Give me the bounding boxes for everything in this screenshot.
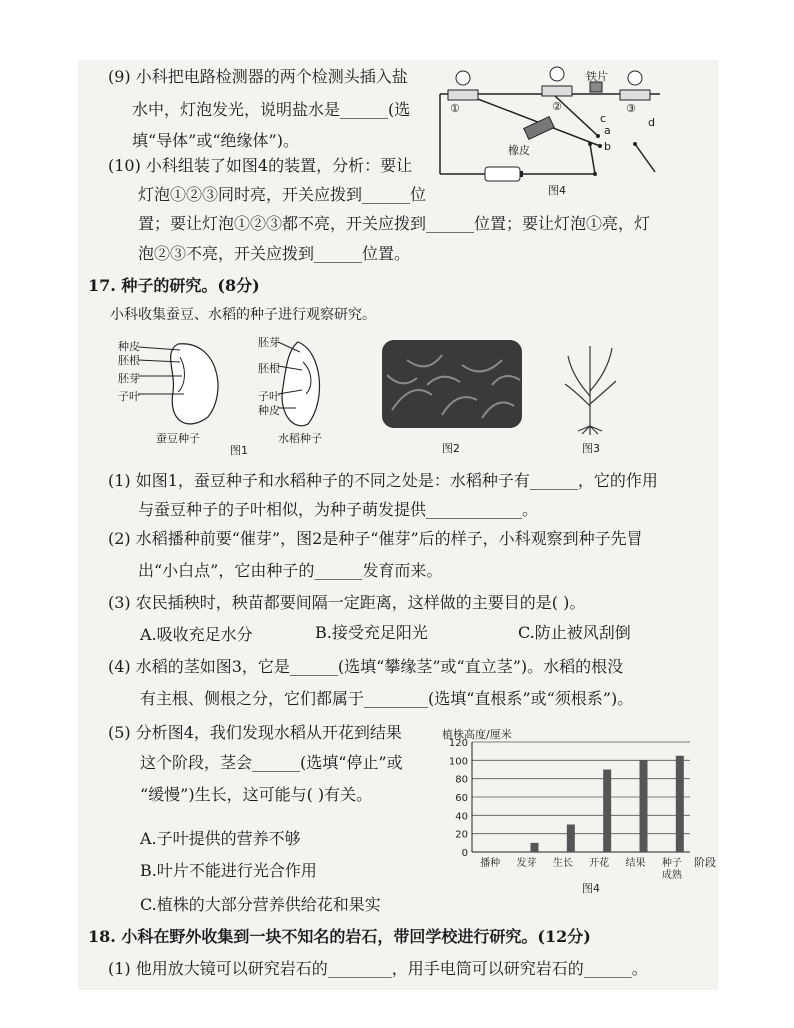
q17-intro: 小科收集蚕豆、水稻的种子进行观察研究。 [110, 307, 376, 323]
q16-p10-line4: 泡②③不亮，开关应拨到______位置。 [138, 244, 411, 263]
y-tick-label-2: 40 [455, 811, 468, 823]
bar-生长 [567, 825, 575, 853]
q18-p1: (1) 他用放大镜可以研究岩石的________，用手电筒可以研究岩石的______。 [108, 959, 648, 978]
q17-p5-option-a: A.子叶提供的营养不够 [140, 829, 301, 848]
seed-figure [118, 332, 348, 457]
q16-p9-line3: 填“导体”或“绝缘体”)。 [132, 131, 299, 150]
switch-a-label: a [604, 124, 611, 137]
bulb-1-label: ① [450, 102, 460, 115]
chart-caption: 图4 [582, 882, 600, 895]
bean-label-cotyledon: 子叶 [118, 390, 140, 403]
y-tick-label-3: 60 [455, 793, 468, 804]
q16-p10-line1: (10) 小科组装了如图4的装置，分析：要让 [108, 156, 413, 175]
q17-p1-line1: (1) 如图1，蚕豆种子和水稻种子的不同之处是：水稻种子有______，它的作用 [108, 471, 658, 490]
bar-发芽 [531, 843, 539, 852]
q17-p4-line2: 有主根、侧根之分，它们都属于________(选填“直根系”或“须根系”)。 [140, 689, 634, 708]
bean-label-plumule: 胚芽 [118, 372, 140, 385]
q16-p10-line3: 置；要让灯泡①②③都不亮，开关应拨到______位置；要让灯泡①亮，灯 [138, 214, 651, 233]
sprouts-texture [382, 340, 522, 428]
bulb-3-label: ③ [626, 102, 636, 115]
chart-title: 植株高度/厘米 [442, 728, 512, 741]
q17-p3-line1: (3) 农民插秧时，秧苗都要间隔一定距离，这样做的主要目的是( )。 [108, 593, 586, 612]
x-tick-label-2: 生长 [552, 858, 573, 869]
x-tick-label-3: 开花 [589, 858, 610, 869]
switch-d-label: d [648, 116, 655, 129]
switch-b-label: b [604, 140, 611, 153]
q17-p3-option-b: B.接受充足阳光 [315, 623, 428, 642]
x-tick-label-1: 发芽 [516, 858, 537, 869]
x-axis-label: 阶段 [694, 856, 716, 869]
x-tick-label-5: 种子 [661, 858, 682, 869]
bar-开花 [603, 770, 611, 853]
q17-p3-option-a: A.吸收充足水分 [140, 625, 253, 644]
q17-p5-line2: 这个阶段，茎会______(选填“停止”或 [140, 753, 403, 772]
y-tick-label-6: 120 [448, 738, 468, 749]
q16-p9-line2: 水中，灯泡发光，说明盐水是______(选 [132, 100, 411, 119]
rice-label-plumule: 胚芽 [258, 336, 280, 349]
germinated-seeds-photo [382, 340, 522, 428]
bar-chart-svg [440, 728, 720, 896]
rubber-block [524, 117, 554, 140]
bean-caption: 蚕豆种子 [156, 432, 200, 445]
q17-p5-option-c: C.植株的大部分营养供给花和果实 [140, 895, 381, 914]
fig2-caption: 图2 [442, 442, 460, 455]
q17-title: 17. 种子的研究。(8分) [88, 276, 260, 295]
q17-p5-line1: (5) 分析图4，我们发现水稻从开花到结果 [108, 723, 402, 742]
y-tick-label-5: 100 [448, 756, 468, 768]
q18-title: 18. 小科在野外收集到一块不知名的岩石，带回学校进行研究。(12分) [88, 927, 591, 946]
y-tick-label-4: 80 [455, 774, 468, 786]
fig3-caption: 图3 [582, 442, 600, 455]
bar-结果 [640, 760, 648, 852]
q17-p2-line2: 出“小白点”，它由种子的______发育而来。 [138, 561, 443, 580]
circuit-diagram [430, 64, 680, 196]
x-tick-label-4: 结果 [625, 858, 646, 869]
q17-p2-line1: (2) 水稻播种前要“催芽”，图2是种子“催芽”后的样子，小科观察到种子先冒 [108, 529, 643, 548]
q16-p9-line1: (9) 小科把电路检测器的两个检测头插入盐 [108, 67, 408, 86]
fig4-circuit-caption: 图4 [548, 184, 566, 197]
rice-label-seedcoat: 种皮 [258, 404, 280, 417]
x-tick-label-0: 播种 [480, 858, 501, 869]
rice-label-cotyledon: 子叶 [258, 390, 280, 403]
rice-plant-figure [560, 336, 620, 436]
q16-p10-line2: 灯泡①②③同时亮，开关应拨到______位 [138, 185, 427, 204]
circuit-figure [430, 64, 680, 196]
seed-diagram [118, 332, 348, 432]
bulb-2-label: ② [552, 100, 562, 113]
bulb-2 [542, 67, 572, 96]
bulb-3 [620, 71, 650, 100]
q17-p3-option-c: C.防止被风刮倒 [518, 623, 631, 642]
rubber-label: 橡皮 [508, 144, 530, 157]
q17-p4-line1: (4) 水稻的茎如图3，它是______(选填“攀缘茎”或“直立茎”)。水稻的根没 [108, 657, 624, 676]
rice-label-radicle: 胚根 [258, 362, 280, 375]
q17-p5-line3: “缓慢”)生长，这可能与( )有关。 [140, 785, 373, 804]
height-bar-chart [440, 728, 720, 896]
y-tick-label-1: 20 [455, 829, 468, 841]
iron-label: 铁片 [586, 70, 608, 83]
bean-label-radicle: 胚根 [118, 354, 140, 367]
battery-icon [485, 167, 523, 181]
y-tick-label-0: 0 [461, 848, 468, 859]
bar-种子成熟 [676, 756, 684, 852]
x-tick-label-5-1: 成熟 [661, 870, 682, 881]
bulb-1 [448, 71, 478, 100]
bean-label-seedcoat: 种皮 [118, 340, 140, 353]
switch-c-label: c [600, 112, 607, 125]
q17-p5-option-b: B.叶片不能进行光合作用 [140, 861, 317, 880]
rice-plant-diagram [560, 336, 620, 436]
q17-p1-line2: 与蚕豆种子的子叶相似，为种子萌发提供____________。 [138, 500, 539, 519]
fig1-caption: 图1 [230, 444, 248, 457]
rice-caption: 水稻种子 [278, 432, 322, 445]
